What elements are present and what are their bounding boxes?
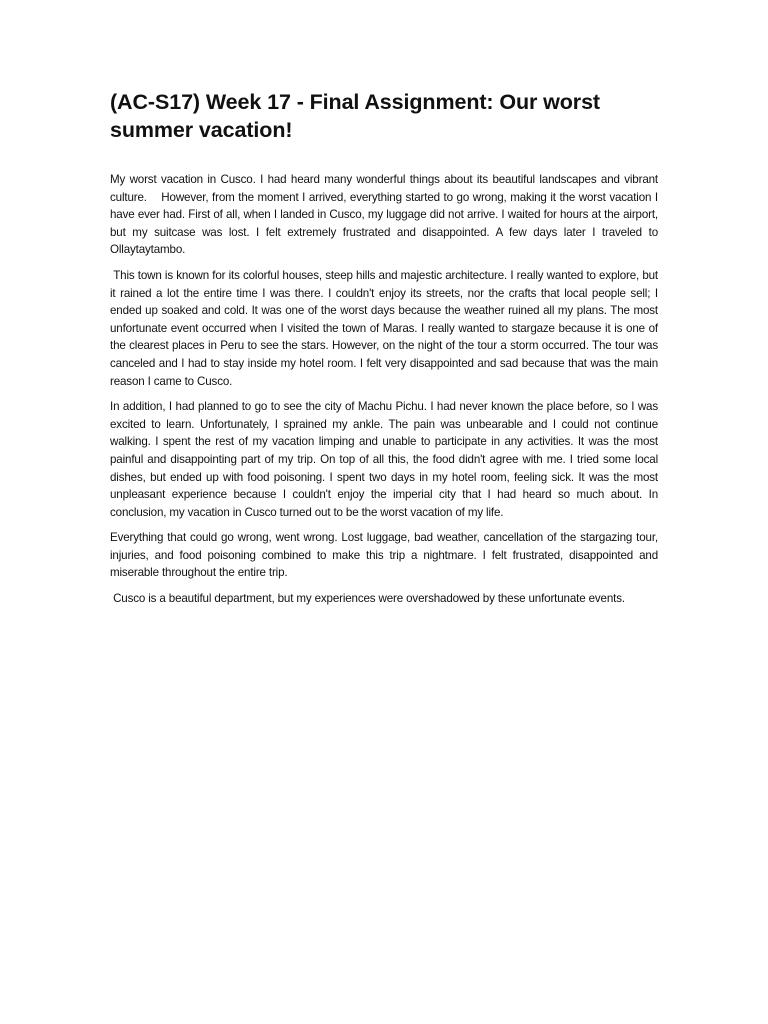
document-body [110,88,662,616]
document-title: (AC-S17) Week 17 - Final Assignment: Our worst summer vacation! [110,90,600,142]
paragraph-4: Everything that could go wrong, went wrong. Lost luggage, bad weather, cancellation of the stargazing tour, injuries, and food poisoning combined to make this trip a nightmare. I felt frustrated, disappointed and miserable throughout the entire trip. [110,531,658,580]
paragraph-2: This town is known for its colorful houses, steep hills and majestic architecture. I really wanted to explore, but it rained a lot the entire time I was there. I couldn't enjoy its streets, nor the crafts that local people sell; I ended up soaked and cold. It was one of the worst days because the weather ruined all my plans. The most unfortunate event occurred when I visited the town of Maras. I really wanted to stargaze because it is one of the clearest places in Peru to see the stars. However, on the night of the tour a storm occurred. The tour was canceled and I had to stay inside my hotel room. I felt very disappointed and sad because that was the main reason I came to Cusco. [110,268,662,388]
paragraph-3: In addition, I had planned to go to see the city of Machu Pichu. I had never known the place before, so I was excited to learn. Unfortunately, I sprained my ankle. The pain was unbearable and I could not continue walking. I spent the rest of my vacation limping and unable to participate in any activities. It was the most painful and disappointing part of my trip. On top of all this, the food didn't agree with me. I tried some local dishes, but ended up with food poisoning. I spent two days in my hotel room, feeling sick. It was the most unpleasant experience because I couldn't enjoy the imperial city that I had heard so much about. In conclusion, my vacation in Cusco turned out to be the worst vacation of my life. [110,400,658,519]
paragraph-1: My worst vacation in Cusco. I had heard many wonderful things about its beautiful landscapes and vibrant culture. However, from the moment I arrived, everything started to go wrong, making it the worst vacation I have ever had. First of all, when I landed in Cusco, my luggage did not arrive. I waited for hours at the airport, but my suitcase was lost. I felt extremely frustrated and disappointed. A few days later I traveled to Ollaytaytambo. [110,173,662,257]
paragraph-5: Cusco is a beautiful department, but my experiences were overshadowed by these unfortunate events. [110,592,625,606]
